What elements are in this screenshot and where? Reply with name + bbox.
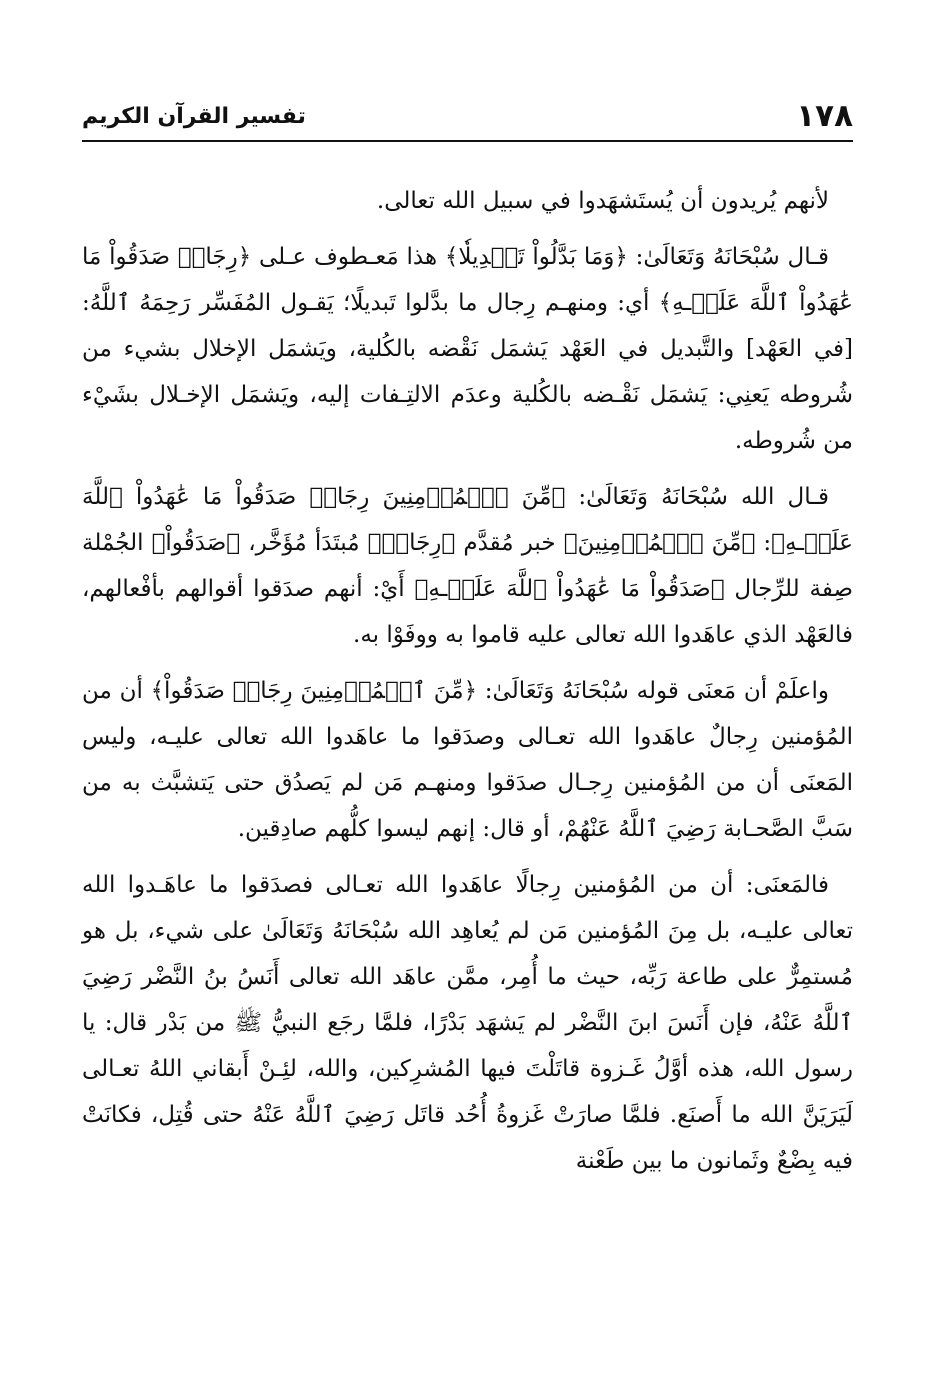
- paragraph-gap: [82, 658, 853, 668]
- paragraph: فالمَعنَى: أن من المُؤمنين رِجالًا عاهَدوا الله تعـالى فصدَقوا ما عاهَـدوا الله تعالى عليـه، بل مِنَ المُؤمنين مَن لم يُعاهِد الله سُبْحَانَهُ وَتَعَالَىٰ على شيء، بل هو مُستمِرٌّ على طاعة رَبِّه، حيث ما أُمِر، ممَّن عاهَد الله تعالى أَنَسُ بنُ النَّضْر رَضِيَ ٱللَّهُ عَنْهُ، فإن أَنَسَ ابنَ النَّضْر لم يَشهَد بَدْرًا، فلمَّا رجَع النبيُّ ﷺ من بَدْر قال: يا رسول الله، هذه أوَّلُ غَـزوة قاتَلْتَ فيها المُشرِكين، والله، لئِـنْ أَبقاني اللهُ تعـالى لَيَرَيَنَّ الله ما أَصنَع. فلمَّا صارَتْ غَزوةُ أُحُد قاتَل رَضِيَ ٱللَّهُ عَنْهُ حتى قُتِل، فكانَتْ فيه بِضْعٌ وثَمانون ما بين طَعْنة: [82, 872, 853, 1174]
- page-number: ١٧٨: [796, 98, 853, 134]
- paragraph-gap: [82, 852, 853, 862]
- page-header: [82, 88, 853, 142]
- page-body: [82, 178, 853, 1184]
- paragraph: لأنهم يُريدون أن يُستَشهَدوا في سبيل الله تعالى.: [376, 188, 829, 214]
- book-title: تفسير القرآن الكريم: [82, 104, 306, 129]
- paragraph: قـال الله سُبْحَانَهُ وَتَعَالَىٰ: ﴿مِّنَ ٱلۡمُؤۡمِنِينَ رِجَالٞ صَدَقُواْ مَا عَٰهَدُواْ ٱللَّهَ عَلَيۡـهِ﴾: ﴿مِّنَ ٱلۡمُؤۡمِنِينَ﴾ خبر مُقدَّم ﴿رِجَالٞ﴾ مُبتَدَأ مُؤَخَّر، ﴿صَدَقُواْ﴾ الجُمْلة صِفة للرِّجال ﴿صَدَقُواْ مَا عَٰهَدُواْ ٱللَّهَ عَلَيۡـهِ﴾ أَيْ: أنهم صدَقوا أقوالهم بأفْعالهم، فالعَهْد الذي عاهَدوا الله تعالى عليه قاموا به ووفَوْا به.: [82, 484, 853, 648]
- paragraph: واعلَمْ أن مَعنَى قوله سُبْحَانَهُ وَتَعَالَىٰ: ﴿مِّنَ ٱلۡمُؤۡمِنِينَ رِجَالٞ صَدَقُواْ﴾ أن من المُؤمنين رِجالٌ عاهَدوا الله تعـالى وصدَقوا ما عاهَدوا الله تعالى عليـه، وليس المَعنَى أن من المُؤمنين رِجـال صدَقوا ومنهـم مَن لم يَصدُق حتى يَتشبَّث به من سَبَّ الصَّحـابة رَضِيَ ٱللَّهُ عَنْهُمْ، أو قال: إنهم ليسوا كلُّهم صادِقين.: [82, 678, 853, 842]
- paragraph-gap: [82, 224, 853, 234]
- paragraph: قـال سُبْحَانَهُ وَتَعَالَىٰ: ﴿وَمَا بَدَّلُواْ تَبۡدِيلٗا﴾ هذا مَعـطوف عـلى ﴿رِجَالٞ صَدَقُواْ مَا عَٰهَدُواْ ٱللَّهَ عَلَيۡـهِ﴾ أي: ومنهـم رِجال ما بدَّلوا تَبديلًا؛ يَقـول المُفَسِّر رَحِمَهُ ٱللَّهُ: [في العَهْد] والتَّبديل في العَهْد يَشمَل نَقْضه بالكُلية، ويَشمَل الإخلال بشيء من شُروطه يَعنِي: يَشمَل نَقْـضه بالكُلية وعدَم الالتِـفات إليه، ويَشمَل الإخـلال بشَيْء من شُروطه.: [82, 244, 853, 454]
- paragraph-gap: [82, 464, 853, 474]
